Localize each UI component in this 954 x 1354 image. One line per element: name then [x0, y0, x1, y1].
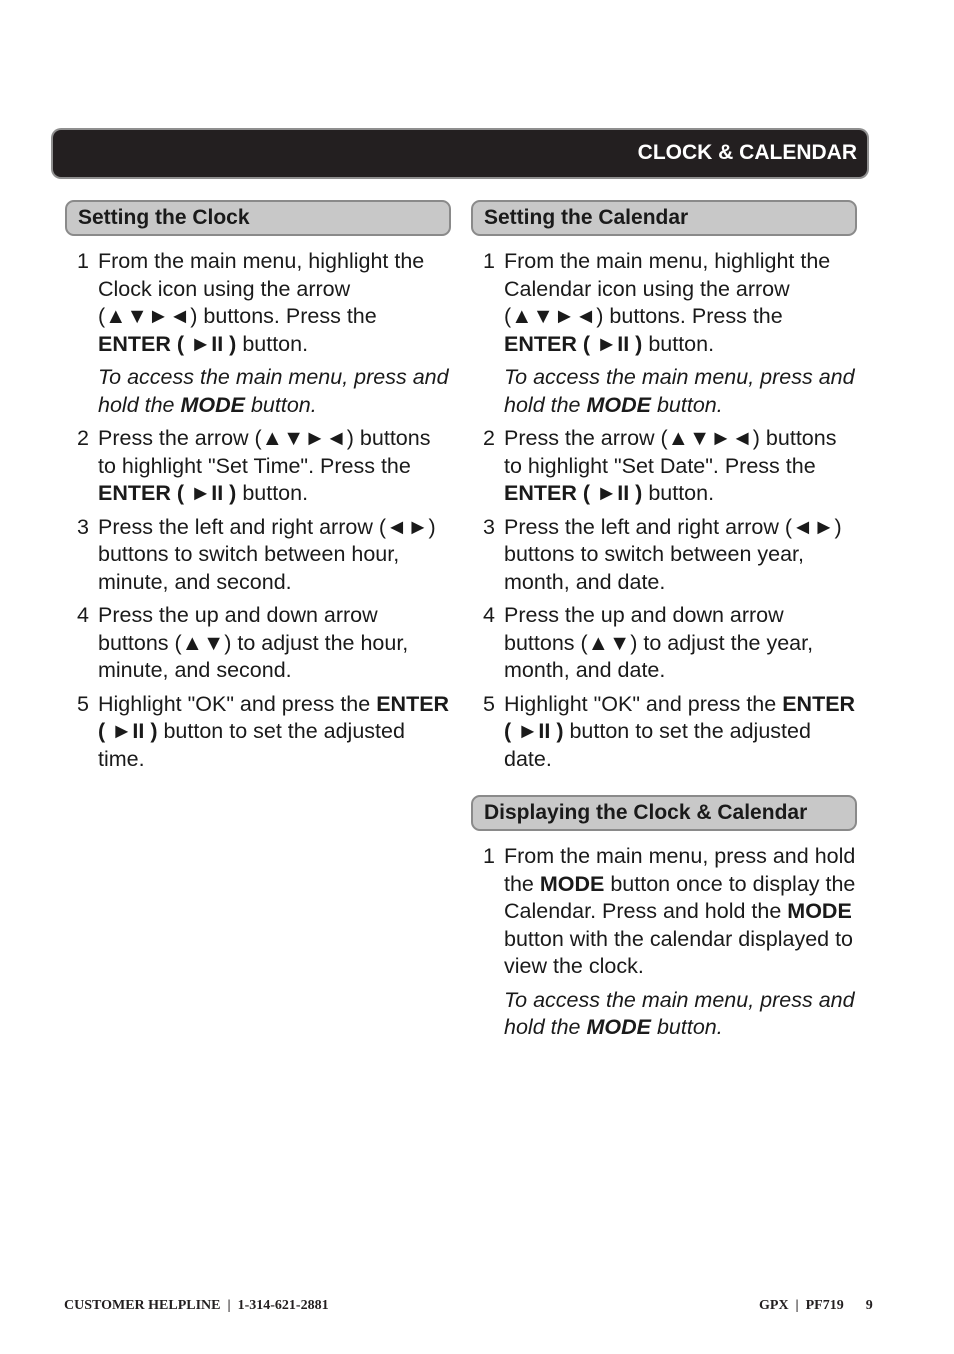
clock-steps: [65, 248, 451, 773]
mode-button-label: MODE: [586, 1015, 651, 1039]
calendar-step-3: [471, 514, 857, 597]
note-text: To access the main menu, press and hold the: [504, 987, 855, 1039]
enter-button-label: ENTER ( ►II ): [504, 691, 856, 743]
step-number: 2: [77, 426, 89, 450]
step-text: From the main menu, highlight the Clock icon using the arrow (▲▼►◄) buttons. Press the: [98, 249, 425, 328]
footer-model: [759, 1298, 873, 1314]
model-text: GPX | PF719: [759, 1298, 844, 1313]
step-number: 4: [77, 603, 89, 627]
calendar-step-2: [471, 425, 857, 508]
step-text: Press the left and right arrow (◄►) buttons to switch between year, month, and date.: [504, 514, 842, 594]
clock-step-1: [65, 248, 451, 358]
clock-step-5: [65, 691, 451, 774]
note-text: To access the main menu, press and hold the: [98, 365, 449, 417]
enter-button-label: ENTER ( ►II ): [504, 481, 643, 505]
mode-button-label: MODE: [539, 871, 605, 896]
note-text: button.: [244, 392, 317, 417]
step-number: 5: [77, 691, 89, 716]
step-text: Highlight "OK" and press the: [504, 691, 783, 716]
clock-step-2: [65, 425, 451, 508]
calendar-step-5: [471, 691, 857, 774]
display-step-1: [471, 843, 857, 981]
clock-heading: Setting the Clock: [65, 200, 451, 236]
clock-step-3: [65, 514, 451, 597]
step-number: 1: [483, 844, 495, 868]
mode-button-label: MODE: [586, 392, 651, 417]
note-text: To access the main menu, press and hold the: [504, 365, 855, 417]
note-text: button.: [650, 1015, 723, 1039]
step-text: From the main menu, press and hold the: [504, 844, 856, 896]
step-text: button.: [236, 481, 309, 505]
step-number: 5: [483, 691, 495, 716]
clock-step-4: [65, 602, 451, 685]
page-number: 9: [865, 1298, 873, 1313]
helpline-text: CUSTOMER HELPLINE | 1-314-621-2881: [64, 1298, 329, 1313]
step-number: 2: [483, 426, 495, 450]
step-text: button once to display the Calendar. Press and hold the: [504, 871, 856, 923]
step-text: button to set the adjusted time.: [98, 719, 405, 771]
footer-helpline: [64, 1298, 329, 1314]
clock-column: [65, 200, 451, 779]
enter-button-label: ENTER ( ►II ): [98, 481, 237, 505]
banner-title: CLOCK & CALENDAR: [637, 141, 857, 164]
step-text: button.: [642, 481, 715, 505]
step-number: 3: [77, 514, 89, 539]
enter-button-label: ENTER ( ►II ): [98, 331, 237, 356]
step-text: From the main menu, highlight the Calendar icon using the arrow (▲▼►◄) buttons. Press the: [504, 249, 831, 328]
step-text: Press the arrow (▲▼►◄) buttons to highlight "Set Time". Press the: [98, 426, 431, 478]
calendar-steps: [471, 248, 857, 773]
mode-button-label: MODE: [180, 392, 245, 417]
display-heading: Displaying the Clock & Calendar: [471, 795, 857, 831]
step-text: Press the arrow (▲▼►◄) buttons to highlight "Set Date". Press the: [504, 426, 837, 478]
step-text: button.: [642, 331, 715, 356]
display-steps: [471, 843, 857, 1042]
mode-button-label: MODE: [787, 899, 852, 923]
step-number: 1: [77, 249, 89, 273]
step-number: 1: [483, 249, 495, 273]
clock-note: [65, 364, 451, 419]
display-note: [471, 987, 857, 1042]
enter-button-label: ENTER ( ►II ): [98, 691, 450, 743]
step-text: button to set the adjusted date.: [504, 719, 811, 771]
calendar-step-4: [471, 602, 857, 685]
calendar-step-1: [471, 248, 857, 358]
step-text: Highlight "OK" and press the: [98, 691, 377, 716]
note-text: button.: [650, 392, 723, 417]
calendar-note: [471, 364, 857, 419]
step-number: 4: [483, 603, 495, 627]
step-text: button with the calendar displayed to view the clock.: [504, 926, 854, 978]
step-number: 3: [483, 514, 495, 539]
step-text: Press the left and right arrow (◄►) buttons to switch between hour, minute, and second.: [98, 514, 436, 594]
enter-button-label: ENTER ( ►II ): [504, 331, 643, 356]
step-text: Press the up and down arrow buttons (▲▼) to adjust the year, month, and date.: [504, 603, 814, 682]
calendar-column: [471, 200, 857, 1048]
step-text: Press the up and down arrow buttons (▲▼) to adjust the hour, minute, and second.: [98, 603, 409, 682]
step-text: button.: [236, 331, 309, 356]
section-banner: [53, 130, 867, 177]
calendar-heading: Setting the Calendar: [471, 200, 857, 236]
